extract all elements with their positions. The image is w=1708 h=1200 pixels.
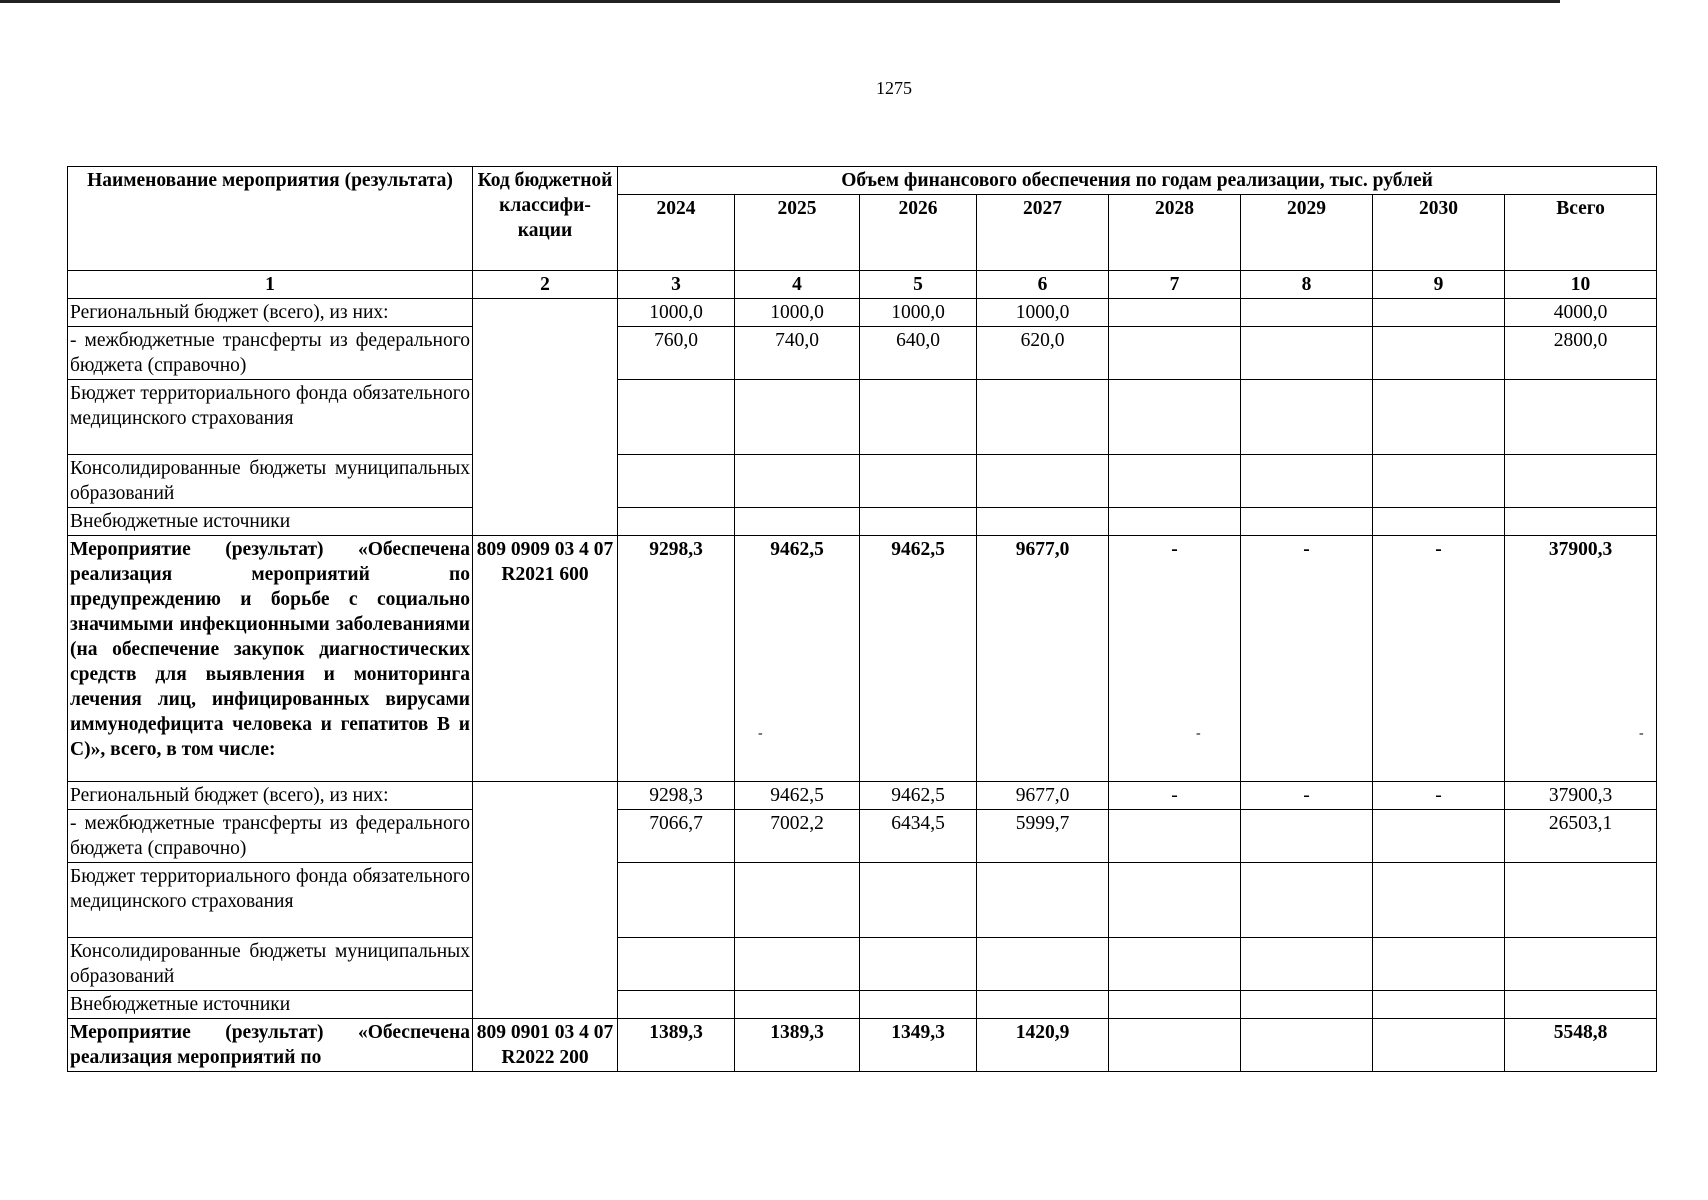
header-code: Код бюджетной классифи-кации bbox=[473, 167, 618, 271]
value-cell bbox=[1241, 380, 1373, 455]
value-cell bbox=[1109, 299, 1241, 327]
value-cell: 1349,3 bbox=[860, 1019, 977, 1072]
value-cell bbox=[1109, 1019, 1241, 1072]
value-cell bbox=[735, 863, 860, 938]
value-cell bbox=[1109, 455, 1241, 508]
value-cell bbox=[1373, 508, 1505, 536]
value-cell bbox=[977, 991, 1109, 1019]
table-row bbox=[68, 938, 1657, 991]
value-cell: - bbox=[1373, 782, 1505, 810]
table-row bbox=[68, 455, 1657, 508]
value-cell: 1000,0 bbox=[860, 299, 977, 327]
header-volume: Объем финансового обеспечения по годам реализации, тыс. рублей bbox=[618, 167, 1657, 195]
row-name: Внебюджетные источники bbox=[68, 508, 473, 536]
column-index: 5 bbox=[860, 271, 977, 299]
header-year: 2029 bbox=[1241, 195, 1373, 271]
scan-dot: - bbox=[1639, 726, 1644, 741]
value-cell bbox=[1241, 327, 1373, 380]
value-cell bbox=[860, 991, 977, 1019]
value-cell: 1000,0 bbox=[735, 299, 860, 327]
table-row bbox=[68, 782, 1657, 810]
column-index: 10 bbox=[1505, 271, 1657, 299]
value-cell bbox=[1109, 327, 1241, 380]
row-code bbox=[473, 299, 618, 536]
value-cell: 640,0 bbox=[860, 327, 977, 380]
value-cell: 9462,5 bbox=[860, 782, 977, 810]
header-year: 2025 bbox=[735, 195, 860, 271]
value-cell bbox=[1241, 991, 1373, 1019]
value-cell bbox=[1109, 810, 1241, 863]
value-cell: 9462,5 bbox=[735, 782, 860, 810]
row-name: Мероприятие (результат) «Обеспечена реализация мероприятий по предупреждению и борьбе с социально значимыми инфекционными заболеваниями (на обеспечение закупок диагностических средств для выявления и мониторинга лечения лиц, инфицированных вирусами иммунодефицита человека и гепатитов В и С)», всего, в том числе: bbox=[68, 536, 473, 782]
value-cell bbox=[618, 508, 735, 536]
header-row bbox=[68, 167, 1657, 195]
value-cell bbox=[1109, 508, 1241, 536]
value-cell: - bbox=[1109, 536, 1241, 782]
value-cell: 9677,0 bbox=[977, 536, 1109, 782]
table-row bbox=[68, 863, 1657, 938]
page-number: 1275 bbox=[876, 78, 912, 98]
header-name: Наименование мероприятия (результата) bbox=[68, 167, 473, 271]
value-cell bbox=[977, 863, 1109, 938]
header-year: 2027 bbox=[977, 195, 1109, 271]
value-cell: 5548,8 bbox=[1505, 1019, 1657, 1072]
value-cell bbox=[1373, 327, 1505, 380]
value-cell: 4000,0 bbox=[1505, 299, 1657, 327]
value-cell bbox=[735, 455, 860, 508]
value-cell bbox=[618, 938, 735, 991]
value-cell bbox=[1505, 455, 1657, 508]
value-cell bbox=[1241, 455, 1373, 508]
value-cell bbox=[1109, 991, 1241, 1019]
financing-table bbox=[67, 166, 1657, 1072]
table-row bbox=[68, 299, 1657, 327]
row-name: Внебюджетные источники bbox=[68, 991, 473, 1019]
value-cell: 6434,5 bbox=[860, 810, 977, 863]
value-cell bbox=[977, 455, 1109, 508]
value-cell bbox=[1373, 455, 1505, 508]
value-cell bbox=[1241, 299, 1373, 327]
row-name: - межбюджетные трансферты из федерального бюджета (справочно) bbox=[68, 810, 473, 863]
value-cell bbox=[618, 863, 735, 938]
value-cell bbox=[1505, 938, 1657, 991]
value-cell bbox=[860, 380, 977, 455]
column-index: 2 bbox=[473, 271, 618, 299]
value-cell bbox=[1109, 938, 1241, 991]
column-index: 9 bbox=[1373, 271, 1505, 299]
value-cell bbox=[1505, 863, 1657, 938]
row-name: Консолидированные бюджеты муниципальных образований bbox=[68, 455, 473, 508]
value-cell: 740,0 bbox=[735, 327, 860, 380]
value-cell: 9462,5 bbox=[735, 536, 860, 782]
value-cell: 760,0 bbox=[618, 327, 735, 380]
column-index: 7 bbox=[1109, 271, 1241, 299]
value-cell bbox=[860, 455, 977, 508]
row-code: 809 0901 03 4 07 R2022 200 bbox=[473, 1019, 618, 1072]
value-cell bbox=[735, 508, 860, 536]
scan-dot: - bbox=[1196, 726, 1201, 741]
value-cell bbox=[1505, 508, 1657, 536]
value-cell bbox=[1373, 938, 1505, 991]
row-name: Консолидированные бюджеты муниципальных образований bbox=[68, 938, 473, 991]
table-row bbox=[68, 810, 1657, 863]
value-cell: 1389,3 bbox=[735, 1019, 860, 1072]
value-cell: 620,0 bbox=[977, 327, 1109, 380]
value-cell: 37900,3 bbox=[1505, 782, 1657, 810]
value-cell bbox=[1373, 991, 1505, 1019]
row-name: Мероприятие (результат) «Обеспечена реализация мероприятий по bbox=[68, 1019, 473, 1072]
value-cell bbox=[977, 380, 1109, 455]
value-cell bbox=[735, 991, 860, 1019]
value-cell: 7002,2 bbox=[735, 810, 860, 863]
value-cell: - bbox=[1109, 782, 1241, 810]
value-cell bbox=[977, 508, 1109, 536]
scan-dot: - bbox=[758, 726, 763, 741]
value-cell: 26503,1 bbox=[1505, 810, 1657, 863]
table-row bbox=[68, 991, 1657, 1019]
value-cell bbox=[618, 455, 735, 508]
header-year: 2026 bbox=[860, 195, 977, 271]
value-cell: 9298,3 bbox=[618, 536, 735, 782]
value-cell bbox=[1373, 1019, 1505, 1072]
table-row bbox=[68, 1019, 1657, 1072]
row-name: Региональный бюджет (всего), из них: bbox=[68, 782, 473, 810]
value-cell bbox=[1241, 810, 1373, 863]
header-year: 2024 bbox=[618, 195, 735, 271]
value-cell bbox=[1241, 508, 1373, 536]
value-cell: 1000,0 bbox=[977, 299, 1109, 327]
value-cell bbox=[735, 938, 860, 991]
value-cell bbox=[1241, 1019, 1373, 1072]
row-code bbox=[473, 782, 618, 1019]
value-cell bbox=[977, 938, 1109, 991]
header-year: Всего bbox=[1505, 195, 1657, 271]
row-name: Бюджет территориального фонда обязательного медицинского страхования bbox=[68, 380, 473, 455]
table-row bbox=[68, 508, 1657, 536]
table-row bbox=[68, 380, 1657, 455]
value-cell bbox=[618, 380, 735, 455]
header-year: 2030 bbox=[1373, 195, 1505, 271]
value-cell bbox=[860, 863, 977, 938]
column-index: 4 bbox=[735, 271, 860, 299]
value-cell: - bbox=[1241, 536, 1373, 782]
value-cell: 1000,0 bbox=[618, 299, 735, 327]
top-rule bbox=[0, 0, 1560, 3]
value-cell bbox=[1109, 380, 1241, 455]
value-cell bbox=[1373, 380, 1505, 455]
value-cell bbox=[1505, 991, 1657, 1019]
value-cell bbox=[1241, 938, 1373, 991]
value-cell: 9298,3 bbox=[618, 782, 735, 810]
value-cell: - bbox=[1241, 782, 1373, 810]
value-cell bbox=[1373, 299, 1505, 327]
header-year: 2028 bbox=[1109, 195, 1241, 271]
value-cell: 37900,3 bbox=[1505, 536, 1657, 782]
value-cell bbox=[735, 380, 860, 455]
value-cell: - bbox=[1373, 536, 1505, 782]
value-cell: 1389,3 bbox=[618, 1019, 735, 1072]
table-body bbox=[68, 299, 1657, 1072]
value-cell bbox=[618, 991, 735, 1019]
column-index: 3 bbox=[618, 271, 735, 299]
value-cell: 7066,7 bbox=[618, 810, 735, 863]
row-name: Региональный бюджет (всего), из них: bbox=[68, 299, 473, 327]
value-cell bbox=[1505, 380, 1657, 455]
column-index: 6 bbox=[977, 271, 1109, 299]
value-cell bbox=[1373, 810, 1505, 863]
table-row bbox=[68, 536, 1657, 782]
value-cell bbox=[1109, 863, 1241, 938]
value-cell: 5999,7 bbox=[977, 810, 1109, 863]
row-name: Бюджет территориального фонда обязательного медицинского страхования bbox=[68, 863, 473, 938]
table-row bbox=[68, 327, 1657, 380]
value-cell bbox=[1373, 863, 1505, 938]
value-cell: 2800,0 bbox=[1505, 327, 1657, 380]
value-cell bbox=[860, 508, 977, 536]
row-code: 809 0909 03 4 07 R2021 600 bbox=[473, 536, 618, 782]
index-row bbox=[68, 271, 1657, 299]
column-index: 1 bbox=[68, 271, 473, 299]
value-cell: 1420,9 bbox=[977, 1019, 1109, 1072]
row-name: - межбюджетные трансферты из федерального бюджета (справочно) bbox=[68, 327, 473, 380]
value-cell bbox=[1241, 863, 1373, 938]
value-cell: 9462,5 bbox=[860, 536, 977, 782]
column-index: 8 bbox=[1241, 271, 1373, 299]
value-cell bbox=[860, 938, 977, 991]
value-cell: 9677,0 bbox=[977, 782, 1109, 810]
